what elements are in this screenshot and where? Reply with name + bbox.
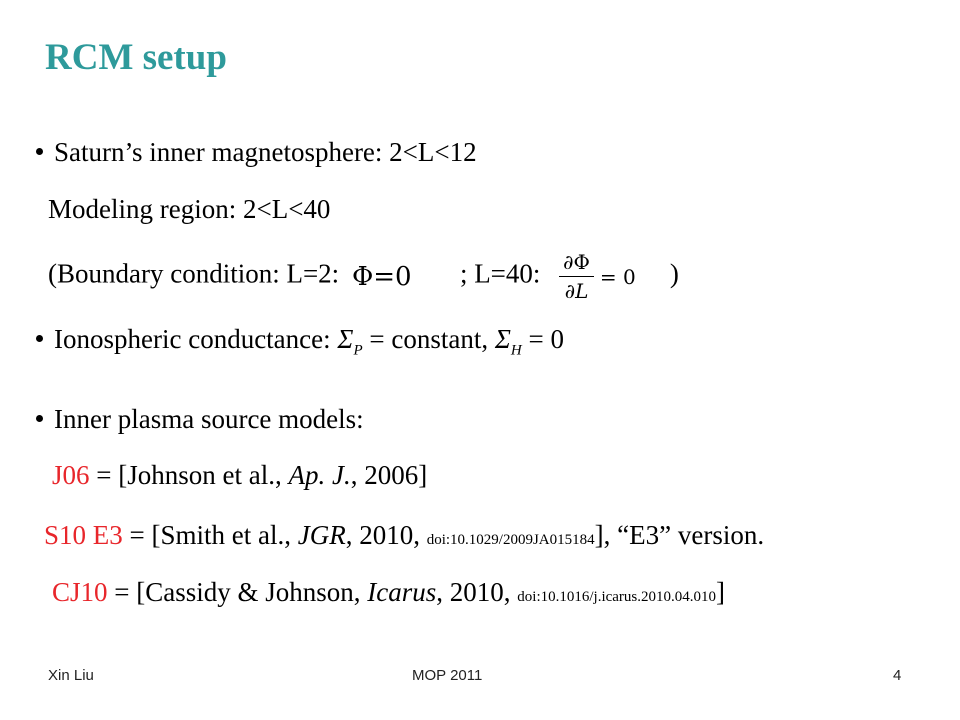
journal-name: Icarus xyxy=(367,577,437,607)
bullet-conductance xyxy=(36,324,564,359)
subscript-p: P xyxy=(353,342,363,359)
model-s10 xyxy=(44,520,764,551)
phi-equation: Φ=0 xyxy=(351,261,412,292)
boundary-mid: ; L=40: xyxy=(459,258,548,289)
doi-link: doi:10.1016/j.icarus.2010.04.010 xyxy=(517,589,717,605)
bullet-text: Inner plasma source models: xyxy=(54,404,364,434)
model-ref: = [Smith et al., xyxy=(122,520,298,550)
model-label-s10: S10 E3 xyxy=(44,520,123,550)
derivative-fraction xyxy=(559,250,594,303)
model-ref-end: ], “E3” version. xyxy=(594,520,765,550)
model-ref-end: ] xyxy=(716,577,726,607)
conductance-suffix: = 0 xyxy=(521,324,564,354)
bullet-plasma-source xyxy=(36,404,364,435)
modeling-region: Modeling region: 2<L<40 xyxy=(48,194,331,224)
model-j06 xyxy=(52,460,427,491)
footer-page-number: 4 xyxy=(893,667,902,684)
bullet-dot xyxy=(36,415,43,422)
boundary-suffix: ) xyxy=(669,258,679,289)
conductance-prefix: Ionospheric conductance: xyxy=(54,324,338,354)
footer-author: Xin Liu xyxy=(48,667,94,684)
sigma-h: Σ xyxy=(494,324,511,354)
model-cj10 xyxy=(52,577,725,608)
subscript-h: H xyxy=(510,342,522,359)
bullet-text: Saturn’s inner magnetosphere: 2<L<12 xyxy=(54,137,477,167)
boundary-prefix: (Boundary condition: L=2: xyxy=(48,258,346,289)
sigma-p: Σ xyxy=(337,324,354,354)
boundary-condition xyxy=(48,250,679,303)
model-ref: = [Cassidy & Johnson, xyxy=(107,577,368,607)
model-label-j06: J06 xyxy=(52,460,90,490)
derivative-denominator: ∂L xyxy=(564,279,589,303)
bullet-dot xyxy=(36,148,43,155)
bullet-dot xyxy=(36,335,43,342)
bullet-magnetosphere xyxy=(36,137,477,168)
model-ref: = [Johnson et al., xyxy=(89,460,289,490)
derivative-numerator: ∂Φ xyxy=(559,250,594,277)
conductance-mid: = constant, xyxy=(362,324,495,354)
journal-name: Ap. J. xyxy=(288,460,351,490)
doi-link: doi:10.1029/2009JA015184 xyxy=(426,532,595,548)
model-year: , 2010, xyxy=(436,577,518,607)
derivative-equals: = 0 xyxy=(599,264,636,289)
model-ref-end: , 2006] xyxy=(350,460,428,490)
model-year: , 2010, xyxy=(345,520,427,550)
footer-event: MOP 2011 xyxy=(412,667,483,684)
slide-title: RCM setup xyxy=(45,37,227,78)
model-label-cj10: CJ10 xyxy=(52,577,108,607)
journal-name: JGR xyxy=(297,520,346,550)
